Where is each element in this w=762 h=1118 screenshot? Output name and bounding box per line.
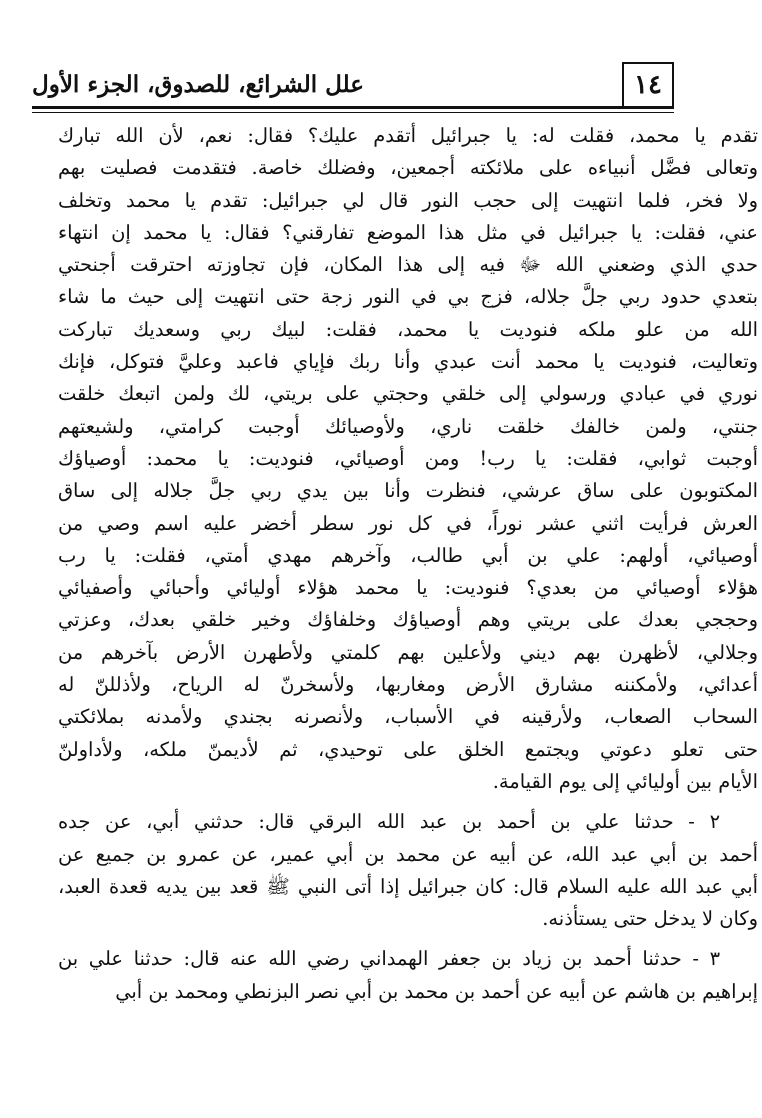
text-line: وحججي بعدك على بريتي وهم أوصياؤك وخلفاؤك وخير خلقي بعدك، وعزتي bbox=[58, 608, 758, 632]
text-line: أوصيائي، أولهم: علي بن أبي طالب، وآخرهم مهدي أمتي، فقلت: يا رب bbox=[58, 543, 758, 567]
paragraph bbox=[58, 120, 758, 798]
text-line: السحاب الصعاب، ولأرقينه في الأسباب، ولأنصرنه بجندي ولأمدنه بملائكتي bbox=[58, 705, 758, 729]
paragraph bbox=[58, 943, 758, 1008]
text-line: أوجبت ثوابي، فقلت: يا رب! ومن أوصيائي، فنوديت: يا محمد: أوصياؤك bbox=[58, 446, 758, 470]
header-rule bbox=[32, 106, 674, 109]
text-line: ٣ - حدثنا أحمد بن زياد بن جعفر الهمداني رضي الله عنه قال: حدثنا علي بن bbox=[58, 947, 720, 971]
text-line: تقدم يا محمد، فقلت له: يا جبرائيل أتقدم عليك؟ فقال: نعم، لأن الله تبارك bbox=[58, 124, 758, 147]
text-line: نوري في عبادي ورسولي إلى خلقي وحجتي على بريتي، لك ولمن اتبعك خلقت bbox=[58, 382, 758, 406]
paragraph-gap bbox=[58, 798, 758, 806]
text-line: وتعاليت، فنوديت يا محمد أنت عبدي وأنا ربك فإياي فاعبد وعليَّ فتوكل، فإنك bbox=[58, 350, 758, 374]
text-line: أحمد بن أبي عبد الله، عن أبيه عن محمد بن أبي عمير، عن عمرو بن جميع عن bbox=[58, 842, 758, 866]
page-header bbox=[32, 58, 674, 108]
text-line: إبراهيم بن هاشم عن أبيه عن أحمد بن محمد بن أبي نصر البزنطي ومحمد بن أبي bbox=[115, 979, 758, 1003]
paragraph bbox=[58, 806, 758, 935]
text-line: أبي عبد الله عليه السلام قال: كان جبرائيل إذا أتى النبي ﷺ قعد بين يديه قعدة العبد، bbox=[58, 874, 758, 898]
text-line: ولا فخر، فلما انتهيت إلى حجب النور قال لي جبرائيل: تقدم يا محمد وتخلف bbox=[58, 188, 758, 212]
text-line: ٢ - حدثنا علي بن أحمد بن عبد الله البرقي قال: حدثني أبي، عن جده bbox=[58, 810, 720, 834]
text-line: بتعدي حدود ربي جلَّ جلاله، فزج بي في النور زجة حتى انتهيت إلى حيث ما شاء bbox=[58, 285, 758, 309]
text-line: الأيام بين أوليائي إلى يوم القيامة. bbox=[492, 769, 758, 793]
text-line: هؤلاء أوصيائي من بعدي؟ فنوديت: يا محمد هؤلاء أوليائي وأحبائي وأصفيائي bbox=[58, 576, 758, 600]
book-title: علل الشرائع، للصدوق، الجزء الأول bbox=[32, 71, 364, 98]
text-line: المكتوبون على ساق عرشي، فنظرت وأنا بين يدي ربي جلَّ جلاله إلى ساق bbox=[58, 479, 758, 503]
text-line: الله من علو ملكه فنوديت يا محمد، فقلت: لبيك ربي وسعديك تباركت bbox=[58, 317, 758, 341]
text-line: حتى تعلو دعوتي ويجتمع الخلق على توحيدي، ثم لأديمنّ ملكه، ولأداولنّ bbox=[58, 737, 758, 761]
text-line: وتعالى فضَّل أنبياءه على ملائكته أجمعين، وفضلك خاصة. فتقدمت فصليت بهم bbox=[58, 156, 758, 180]
text-line: العرش فرأيت اثني عشر نوراً، في كل نور سطر أخضر عليه اسم وصي من bbox=[58, 511, 758, 535]
page-number: ١٤ bbox=[622, 62, 674, 106]
text-line: عني، فقلت: يا جبرائيل في مثل هذا الموضع تفارقني؟ فقال: يا محمد إن انتهاء bbox=[58, 220, 758, 244]
text-line: أعدائي، ولأمكننه مشارق الأرض ومغاربها، ولأسخرنّ له الرياح، ولأذللنّ له bbox=[58, 673, 758, 697]
text-line: وكان لا يدخل حتى يستأذنه. bbox=[542, 907, 758, 931]
text-line: جنتي، ولمن خالفك خلقت ناري، ولأوصيائك أوجبت كرامتي، ولشيعتهم bbox=[58, 414, 758, 438]
page-body bbox=[58, 120, 758, 1008]
text-line: وجلالي، لأظهرن بهم ديني ولأعلين بهم كلمتي ولأطهرن الأرض بآخرهم من bbox=[58, 640, 758, 664]
paragraph-gap bbox=[58, 935, 758, 943]
header-rule-thin bbox=[32, 112, 674, 113]
text-line: حدي الذي وضعني الله ﷻ فيه إلى هذا المكان، فإن تجاوزته احترقت أجنحتي bbox=[58, 253, 758, 277]
